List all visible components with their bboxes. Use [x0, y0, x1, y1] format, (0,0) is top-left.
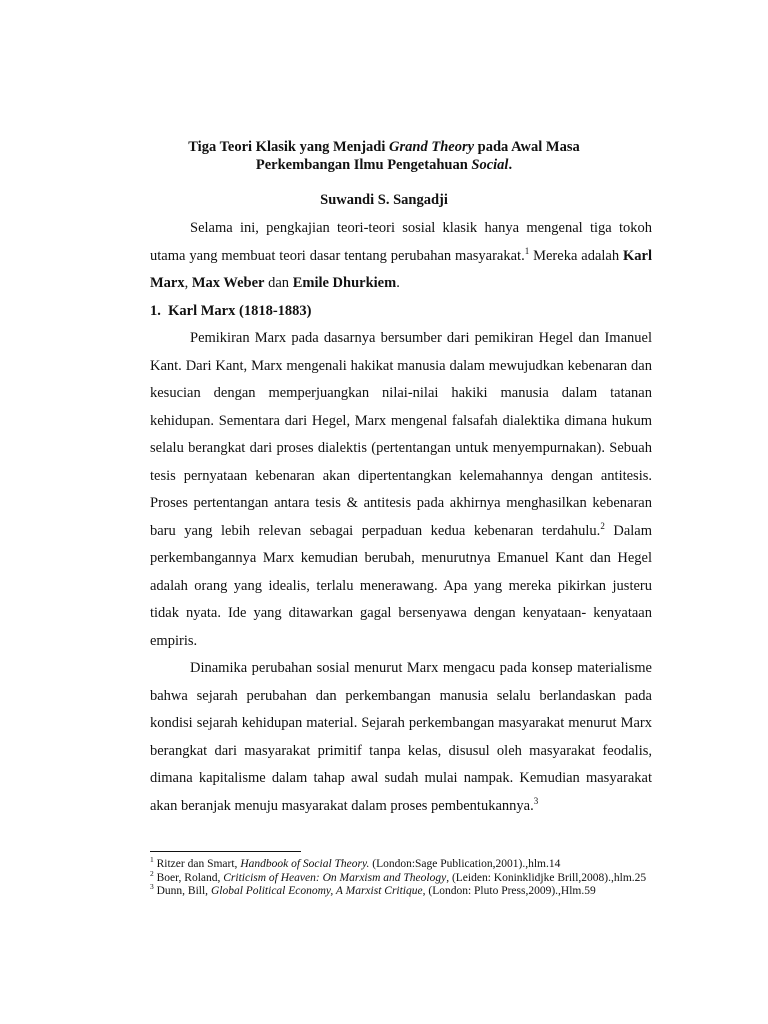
footnote-separator	[150, 851, 301, 852]
title-line-2: Perkembangan Ilmu Pengetahuan Social.	[255, 157, 513, 173]
footnote-3: $^3$ Dunn, Bill, Global Political Economy, A Marxist Critique, (London: Pluto Press,2009).,Hlm.59	[150, 882, 596, 897]
document-title	[150, 138, 618, 174]
paragraph-social-dynamics: Dinamika perubahan sosial menurut Marx mengacu pada konsep materialisme bahwa sejarah perubahan dan perkembangan manusia selalu berlandaskan pada kondisi sejarah kehidupan material. Sejarah perkembangan masyarakat menurut Marx berangkat dari masyarakat primitif tanpa kelas, disusul oleh masyarakat feodalis, dimana kapitalisme dalam tahap awal sudah mulai nampak. Kemudian masyarakat akan beranjak menuju masyarakat dalam proses pembentukannya.$^3$	[150, 660, 652, 814]
name-karl-marx: Karl Marx	[150, 247, 652, 291]
footnote-ref-3: 3	[533, 795, 539, 806]
footnote-1: $^1$ Ritzer dan Smart, Handbook of Social Theory. (London:Sage Publication,2001).,hlm.14	[150, 855, 561, 870]
footnote-2: $^2$ Boer, Roland, Criticism of Heaven: On Marxism and Theology, (Leiden: Koninklidjke Brill,2008).,hlm.25	[150, 868, 647, 884]
intro-paragraph: Selama ini, pengkajian teori-teori sosial klasik hanya mengenal tiga tokoh utama yang membuat teori dasar tentang perubahan masyarakat.$^1$ Mereka adalah Karl Marx, Max Weber dan Emile Dhurkiem.	[150, 220, 652, 291]
footnote-ref-1: 1	[524, 245, 530, 256]
name-emile-dhurkiem: Emile Dhurkiem	[292, 275, 397, 291]
author-name: Suwandi S. Sangadji	[320, 192, 448, 208]
section-heading-karl-marx: 1. Karl Marx (1818-1883)	[150, 302, 312, 319]
body-text	[150, 215, 652, 820]
name-max-weber: Max Weber	[191, 275, 265, 291]
footnote-ref-2: 2	[600, 520, 605, 531]
paragraph-marx-sources: Pemikiran Marx pada dasarnya bersumber dari pemikiran Hegel dan Imanuel Kant. Dari Kant, Marx mengenali hakikat manusia dalam mewujudkan kebenaran dan kesucian dengan memperjuangkan nilai-nilai hakiki manusia dalam tatanan kehidupan. Sementara dari Hegel, Marx mengenal falsafah dialektika dimana hukum selalu berangkat dari proses dialektis (pertentangan untuk menyempurnakan). Sebuah tesis pernyataan kebenaran akan dipertentangkan kelemahannya dengan antitesis. Proses pertentangan antara tesis & antitesis pada akhirnya menghasilkan kebenaran baru yang lebih relevan sebagai perpaduan kedua kebenaran terdahulu.$^2$ Dalam perkembangannya Marx kemudian berubah, menurutnya Emanuel Kant dan Hegel adalah orang yang idealis, terlalu menerawang. Apa yang mereka pikirkan justeru tidak nyata. Ide yang ditawarkan gagal bersenyawa dengan kenyataan- kenyataan empiris.	[150, 330, 652, 649]
title-line-1: Tiga Teori Klasik yang Menjadi Grand Theory pada Awal Masa	[188, 139, 580, 155]
footnotes	[150, 855, 658, 899]
